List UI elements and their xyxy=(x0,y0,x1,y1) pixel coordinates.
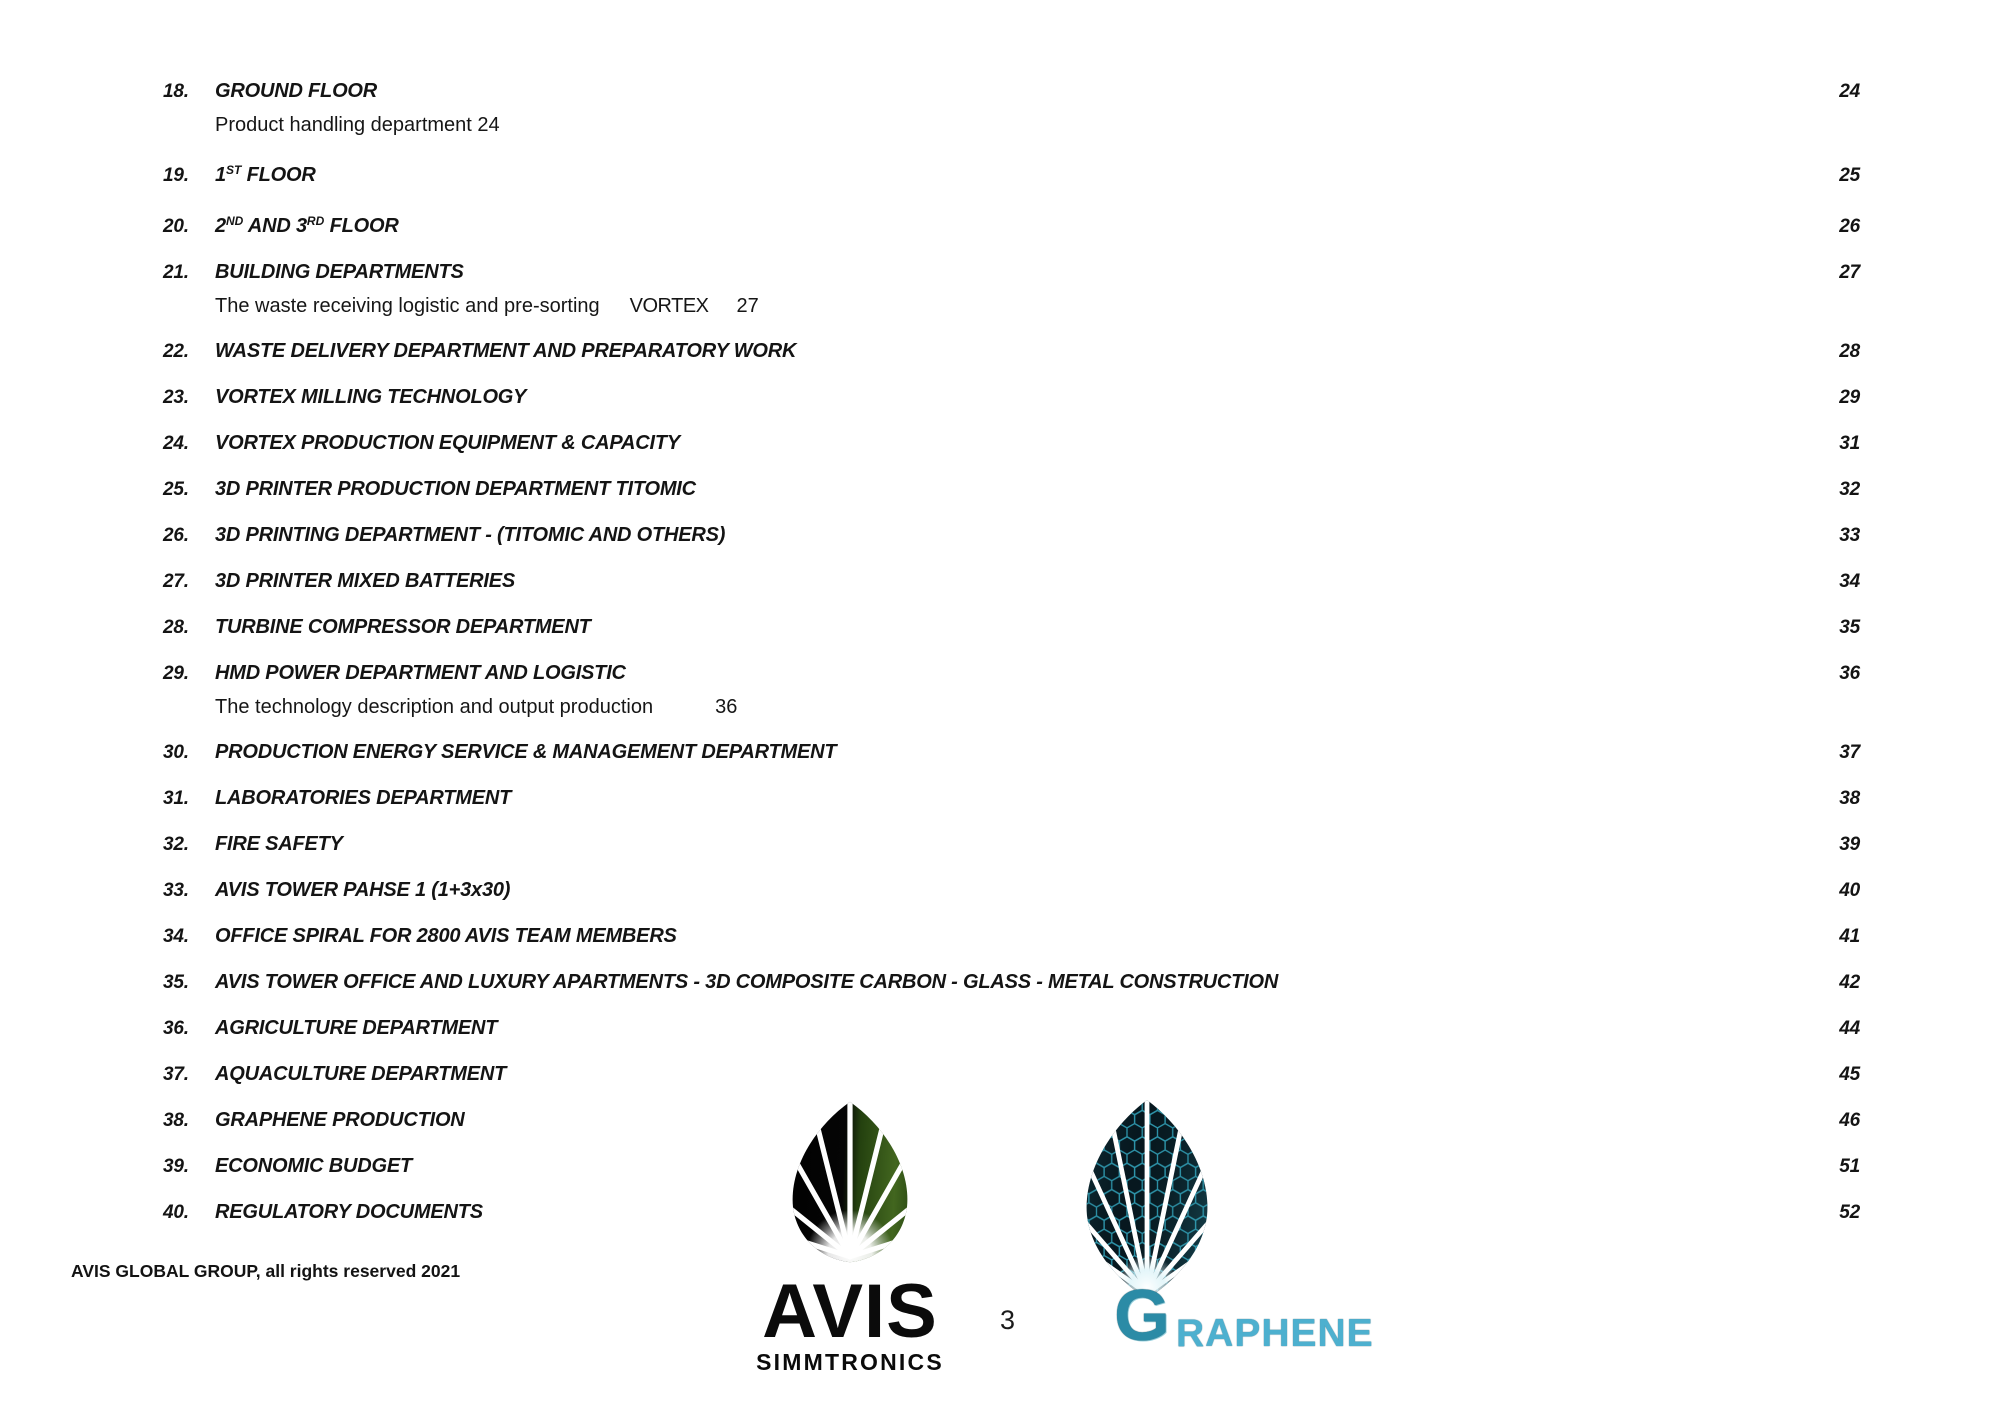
toc-item-title: 3D PRINTER MIXED BATTERIES xyxy=(215,570,516,592)
toc-item-page: 27 xyxy=(1839,262,1860,283)
toc-item-number: 34. xyxy=(163,926,189,947)
avis-simmtronics-logo xyxy=(751,1098,949,1374)
copyright-note xyxy=(71,1261,460,1281)
toc-row xyxy=(163,478,1860,501)
graphene-logo xyxy=(1066,1096,1376,1376)
toc-item-page: 34 xyxy=(1839,571,1860,592)
toc-row xyxy=(163,741,1860,764)
toc-item-title: VORTEX MILLING TECHNOLOGY xyxy=(215,386,527,408)
copyright-text: all rights reserved 2021 xyxy=(260,1261,461,1281)
toc-item-title: FIRE SAFETY xyxy=(215,833,343,855)
toc-row xyxy=(163,662,1860,685)
toc-item-number: 18. xyxy=(163,81,189,102)
toc-item-page: 40 xyxy=(1839,880,1860,901)
avis-leaf-icon xyxy=(774,1098,926,1266)
toc-item-number: 37. xyxy=(163,1064,189,1085)
toc-item-page: 41 xyxy=(1839,926,1860,947)
toc-item-number: 19. xyxy=(163,165,189,186)
toc-row xyxy=(163,1109,1860,1132)
toc-item-page: 44 xyxy=(1839,1018,1860,1039)
toc-item-title: HMD POWER DEPARTMENT AND LOGISTIC xyxy=(215,662,626,684)
toc-item-title: 1ST FLOOR xyxy=(215,163,316,186)
toc-sub-entry xyxy=(215,295,1860,317)
ordinal-superscript: ND xyxy=(225,214,244,228)
toc-item-page: 37 xyxy=(1839,742,1860,763)
toc-item-title: LABORATORIES DEPARTMENT xyxy=(215,787,512,809)
toc-item-title: VORTEX PRODUCTION EQUIPMENT & CAPACITY xyxy=(215,432,681,454)
toc-item-number: 25. xyxy=(163,479,189,500)
toc-item-number: 28. xyxy=(163,617,189,638)
toc-sub-entry xyxy=(215,696,1860,718)
page-number: 3 xyxy=(1000,1305,1016,1335)
toc-item-title: ECONOMIC BUDGET xyxy=(215,1155,413,1177)
graphene-logo-word: RAPHENE xyxy=(1176,1312,1374,1355)
toc-sub-extra: VORTEX xyxy=(629,295,709,317)
toc-item-title: AVIS TOWER OFFICE AND LUXURY APARTMENTS - 3D COMPOSITE CARBON - GLASS - METAL CONSTRUCTION xyxy=(215,971,1279,993)
toc-item-page: 46 xyxy=(1839,1110,1860,1131)
toc-row xyxy=(163,570,1860,593)
toc-item-page: 36 xyxy=(1839,663,1860,684)
toc-row xyxy=(163,386,1860,409)
toc-row xyxy=(163,879,1860,902)
toc-item-number: 29. xyxy=(163,663,189,684)
toc-item-title: 3D PRINTER PRODUCTION DEPARTMENT TITOMIC xyxy=(215,478,696,500)
toc-row xyxy=(163,1017,1860,1040)
toc-item-page: 39 xyxy=(1839,834,1860,855)
toc-row xyxy=(163,971,1860,994)
avis-logo-word: AVIS xyxy=(762,1269,938,1354)
toc-item-number: 27. xyxy=(163,571,189,592)
toc-row xyxy=(163,340,1860,363)
toc-row xyxy=(163,616,1860,639)
toc-item-number: 33. xyxy=(163,880,189,901)
toc-item-title: TURBINE COMPRESSOR DEPARTMENT xyxy=(215,616,591,638)
table-of-contents xyxy=(163,80,1860,1247)
toc-item-number: 35. xyxy=(163,972,189,993)
avis-logo-subtitle: SIMMTRONICS xyxy=(756,1349,944,1375)
toc-item-number: 36. xyxy=(163,1018,189,1039)
graphene-leaf-icon xyxy=(1066,1096,1228,1306)
toc-row xyxy=(163,524,1860,547)
toc-item-page: 26 xyxy=(1839,216,1860,237)
toc-item-title: GROUND FLOOR xyxy=(215,80,378,102)
toc-sub-text: The technology description and output production xyxy=(215,696,654,718)
toc-item-title: AVIS TOWER PAHSE 1 (1+3x30) xyxy=(215,879,511,901)
toc-item-title: AGRICULTURE DEPARTMENT xyxy=(215,1017,498,1039)
toc-item-title: GRAPHENE PRODUCTION xyxy=(215,1109,465,1131)
toc-sub-page: 36 xyxy=(715,696,738,718)
toc-sub-text: The waste receiving logistic and pre-sorting xyxy=(215,295,600,317)
toc-item-title: PRODUCTION ENERGY SERVICE & MANAGEMENT DEPARTMENT xyxy=(215,741,837,763)
toc-row xyxy=(163,1155,1860,1178)
toc-item-title: WASTE DELIVERY DEPARTMENT AND PREPARATORY WORK xyxy=(215,340,797,362)
toc-row xyxy=(163,261,1860,284)
toc-item-page: 28 xyxy=(1839,341,1860,362)
toc-item-title: 3D PRINTING DEPARTMENT - (TITOMIC AND OTHERS) xyxy=(215,524,726,546)
toc-row xyxy=(163,1201,1860,1224)
toc-row xyxy=(163,80,1860,103)
toc-item-title: OFFICE SPIRAL FOR 2800 AVIS TEAM MEMBERS xyxy=(215,925,677,947)
toc-row xyxy=(163,210,1860,238)
ordinal-superscript: ST xyxy=(225,163,242,177)
copyright-company: AVIS GLOBAL GROUP, xyxy=(71,1261,261,1281)
toc-item-number: 24. xyxy=(163,433,189,454)
toc-item-number: 39. xyxy=(163,1156,189,1177)
ordinal-superscript: RD xyxy=(306,214,325,228)
toc-item-number: 38. xyxy=(163,1110,189,1131)
toc-item-title: BUILDING DEPARTMENTS xyxy=(215,261,464,283)
toc-item-page: 33 xyxy=(1839,525,1860,546)
toc-item-number: 26. xyxy=(163,525,189,546)
toc-item-title: AQUACULTURE DEPARTMENT xyxy=(215,1063,507,1085)
toc-row xyxy=(163,925,1860,948)
toc-item-page: 45 xyxy=(1839,1064,1860,1085)
toc-item-page: 25 xyxy=(1839,165,1860,186)
toc-item-number: 32. xyxy=(163,834,189,855)
toc-row xyxy=(163,1063,1860,1086)
toc-row xyxy=(163,833,1860,856)
toc-item-page: 35 xyxy=(1839,617,1860,638)
toc-item-number: 31. xyxy=(163,788,189,809)
toc-item-number: 23. xyxy=(163,387,189,408)
toc-item-page: 42 xyxy=(1839,972,1860,993)
toc-item-number: 22. xyxy=(163,341,189,362)
toc-item-title: REGULATORY DOCUMENTS xyxy=(215,1201,483,1223)
toc-row xyxy=(163,159,1860,187)
toc-item-number: 30. xyxy=(163,742,189,763)
toc-item-title: 2ND AND 3RD FLOOR xyxy=(215,214,399,237)
toc-item-page: 51 xyxy=(1839,1156,1860,1177)
toc-item-page: 31 xyxy=(1839,433,1860,454)
toc-sub-text: Product handling department 24 xyxy=(215,114,500,136)
toc-item-page: 52 xyxy=(1839,1202,1860,1223)
toc-item-number: 21. xyxy=(163,262,189,283)
toc-row xyxy=(163,787,1860,810)
toc-sub-entry xyxy=(215,114,1860,136)
toc-item-page: 32 xyxy=(1839,479,1860,500)
toc-item-page: 24 xyxy=(1839,81,1860,102)
graphene-logo-initial: G xyxy=(1114,1276,1171,1356)
toc-item-page: 29 xyxy=(1839,387,1860,408)
toc-item-number: 40. xyxy=(163,1202,189,1223)
toc-item-number: 20. xyxy=(163,216,189,237)
toc-sub-page: 27 xyxy=(736,295,759,317)
toc-row xyxy=(163,432,1860,455)
toc-item-page: 38 xyxy=(1839,788,1860,809)
